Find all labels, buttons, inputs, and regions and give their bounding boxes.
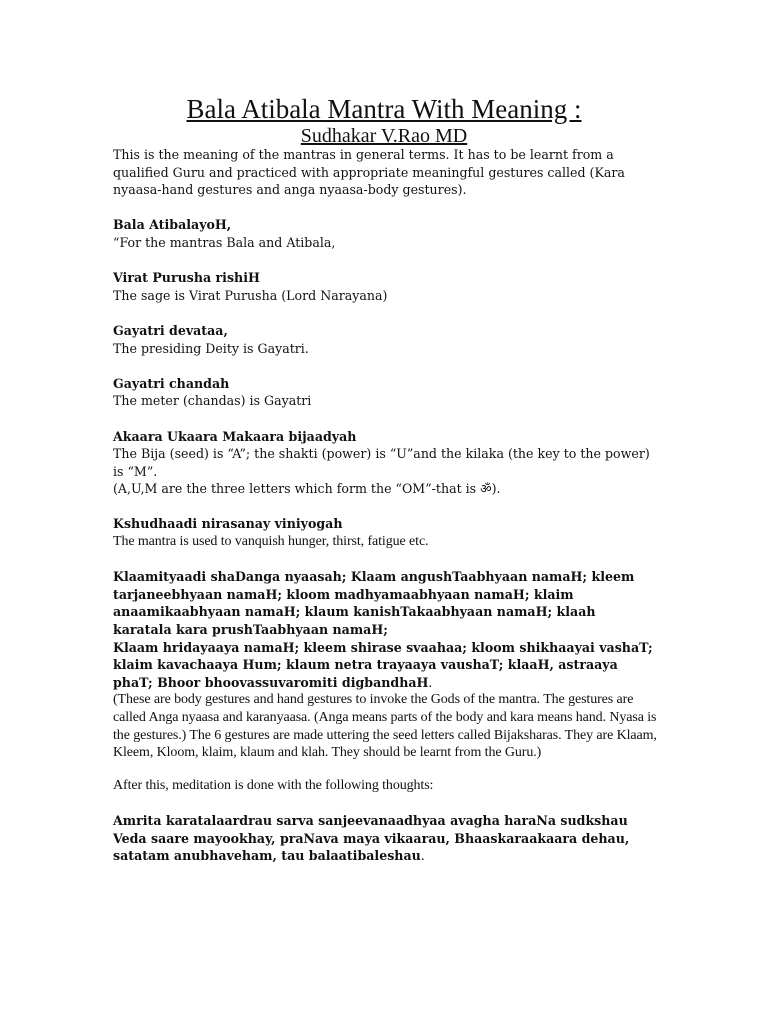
section-meaning-3: The meter (chandas) is Gayatri bbox=[113, 393, 312, 409]
nyaasa-block-2-text: Klaam hridayaaya namaH; kleem shirase svaahaa; kloom shikhaayai vashaT; klaim kavachaaya Hum; klaum netra trayaaya vaushaT; klaaH, astraaya phaT; Bhoor bhoovassuvaromiti digbandhaH bbox=[113, 639, 653, 690]
section-meaning-0: “For the mantras Bala and Atibala, bbox=[113, 234, 336, 250]
meditation-verse-text: Amrita karatalaardrau sarva sanjeevanaadhyaa avagha haraNa sudkshau Veda saare mayookhay, praNava maya vikaarau, Bhaaskaraakaara dehau, satatam anubhaveham, tau balaatibaleshau bbox=[113, 812, 630, 864]
section-heading-2: Gayatri devataa, bbox=[113, 322, 228, 338]
section-meaning-5: The mantra is used to vanquish hunger, thirst, fatigue etc. bbox=[113, 534, 429, 550]
section-meaning-4: The Bija (seed) is “A”; the shakti (power) is “U”and the kilaka (the key to the power) is “M”. bbox=[113, 446, 650, 479]
document-body bbox=[113, 146, 658, 865]
section-heading-3: Gayatri chandah bbox=[113, 375, 230, 391]
meditation-verse-period: . bbox=[420, 848, 425, 864]
section-meaning-4-note: (A,U,M are the three letters which form the “OM”-that is ॐ). bbox=[113, 481, 501, 497]
section-heading-1: Virat Purusha rishiH bbox=[113, 270, 260, 286]
section-meaning-1: The sage is Virat Purusha (Lord Narayana) bbox=[113, 287, 388, 303]
intro-paragraph: This is the meaning of the mantras in general terms. It has to be learnt from a qualified Guru and practiced with appropriate meaningful gestures called (Kara nyaasa-hand gestures and anga nyaasa-body gestures). bbox=[113, 147, 625, 198]
section-heading-4: Akaara Ukaara Makaara bijaadyah bbox=[113, 428, 357, 444]
author-name: Sudhakar V.Rao MD bbox=[300, 125, 468, 147]
meditation-intro: After this, meditation is done with the following thoughts: bbox=[113, 777, 434, 793]
section-heading-5: Kshudhaadi nirasanay viniyogah bbox=[113, 516, 343, 532]
section-heading-0: Bala AtibalayoH, bbox=[113, 217, 232, 233]
page-title: Bala Atibala Mantra With Meaning : bbox=[186, 94, 582, 124]
nyaasa-block-2-period: . bbox=[428, 674, 433, 690]
nyaasa-explanation: (These are body gestures and hand gestures to invoke the Gods of the mantra. The gestures are called Anga nyaasa and karanyaasa. (Anga means parts of the body and kara means hand. Nyasa is the gestures.) The 6 gestures are made uttering the seed letters called Bijaksharas. They are Klaam, Kleem, Kloom, klaim, klaum and klah. They should be learnt from the Guru.) bbox=[113, 692, 657, 761]
section-meaning-2: The presiding Deity is Gayatri. bbox=[113, 340, 309, 356]
meditation-verse bbox=[113, 812, 658, 865]
nyaasa-block-2 bbox=[113, 639, 658, 692]
nyaasa-block-1: Klaamityaadi shaDanga nyaasah; Klaam angushTaabhyaan namaH; kleem tarjaneebhyaan namaH; kloom madhyamaabhyaan namaH; klaim anaamikaabhyaan namaH; klaum kanishTakaabhyaan namaH; klaah karatala kara prushTaabhyaan namaH; bbox=[113, 569, 635, 638]
